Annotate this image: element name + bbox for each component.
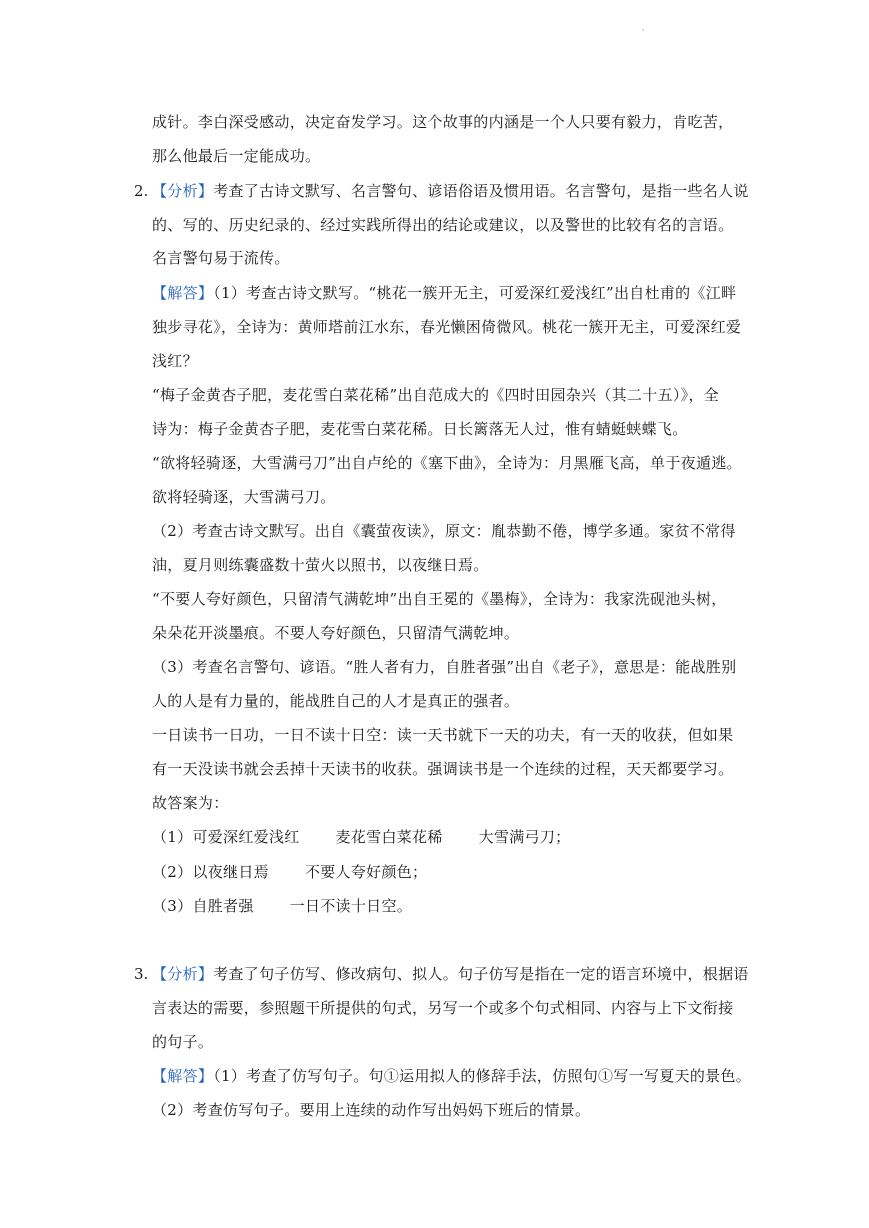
q3-analysis-text-1: 考查了句子仿写、修改病句、拟人。句子仿写是指在一定的语言环境中，根据语 (213, 965, 749, 983)
page-mark: ' (642, 28, 645, 37)
q2-answer-text-1: （1）考查古诗文默写。“桃花一簇开无主，可爱深红爱浅红”出自杜甫的《江畔 (213, 284, 737, 302)
q2-answer-row-2 (152, 862, 752, 882)
answer-1b: 麦花雪白菜花稀 (335, 828, 443, 846)
q2-para6-line-1: （3）考查名言警句、谚语。“胜人者有力，自胜者强”出自《老子》，意思是：能战胜别 (152, 658, 737, 676)
q2-analysis-line-3: 名言警句易于流传。 (152, 249, 290, 267)
question-2-number: 2. (134, 182, 149, 200)
q3-analysis-line-2: 言表达的需要，参照题干所提供的句式，另写一个或多个句式相同、内容与上下文衔接 (152, 999, 734, 1017)
question-3-number: 3. (134, 965, 149, 983)
q2-para4-line-2: 油，夏月则练囊盛数十萤火以照书，以夜继日焉。 (152, 556, 489, 574)
answer-2b: 不要人夸好颜色； (304, 863, 428, 881)
intro-line-1: 成针。李白深受感动，决定奋发学习。这个故事的内涵是一个人只要有毅力，肯吃苦， (152, 113, 734, 131)
analysis-tag: 【分析】 (152, 965, 214, 983)
answer-3a: （3）自胜者强 (152, 897, 254, 915)
q2-para5-line-1: “不要人夸好颜色，只留清气满乾坤”出自王冕的《墨梅》，全诗为：我家洗砚池头树， (152, 590, 727, 608)
q3-answer-line-1 (152, 1066, 752, 1086)
answer-2a: （2）以夜继日焉 (152, 863, 269, 881)
q2-para4-line-1: （2）考查古诗文默写。出自《囊萤夜读》，原文：胤恭勤不倦，博学多通。家贫不常得 (152, 522, 736, 540)
q2-para7-line-2: 有一天没读书就会丢掉十天读书的收获。强调读书是一个连续的过程，天天都要学习。 (152, 760, 734, 778)
answer-tag: 【解答】 (152, 1067, 214, 1085)
q2-answer-line-3: 浅红？ (152, 352, 198, 370)
q2-para3-line-1: “欲将轻骑逐，大雪满弓刀”出自卢纶的《塞下曲》，全诗为：月黑雁飞高，单于夜遁逃。 (152, 454, 742, 472)
q3-analysis-line-1 (152, 964, 752, 984)
q3-analysis-line-3: 的句子。 (152, 1033, 214, 1051)
q3-answer-text-1: （1）考查了仿写句子。句①运用拟人的修辞手法，仿照句①写一写夏天的景色。 (213, 1067, 752, 1085)
q2-answer-row-3 (152, 896, 752, 916)
q2-analysis-text-1: 考查了古诗文默写、名言警句、谚语俗语及惯用语。名言警句，是指一些名人说 (213, 182, 749, 200)
q2-conclusion: 故答案为： (152, 794, 229, 812)
answer-1a: （1）可爱深红爱浅红 (152, 828, 300, 846)
answer-3b: 一日不读十日空。 (289, 897, 413, 915)
q2-answer-line-1 (152, 283, 752, 303)
q2-analysis-line-1 (152, 181, 752, 201)
answer-tag: 【解答】 (152, 284, 214, 302)
analysis-tag: 【分析】 (152, 182, 214, 200)
q2-analysis-line-2: 的、写的、历史纪录的、经过实践所得出的结论或建议，以及警世的比较有名的言语。 (152, 216, 734, 234)
q3-answer-line-2: （2）考查仿写句子。要用上连续的动作写出妈妈下班后的情景。 (152, 1101, 591, 1119)
q2-para2-line-1: “梅子金黄杏子肥，麦花雪白菜花稀”出自范成大的《四时田园杂兴（其二十五）》，全 (152, 386, 720, 404)
q2-para5-line-2: 朵朵花开淡墨痕。不要人夸好颜色，只留清气满乾坤。 (152, 624, 520, 642)
q2-para2-line-2: 诗为：梅子金黄杏子肥，麦花雪白菜花稀。日长篱落无人过，惟有蜻蜓蛱蝶飞。 (152, 420, 688, 438)
q2-para7-line-1: 一日读书一日功，一日不读十日空：读一天书就下一天的功夫，有一天的收获，但如果 (152, 726, 734, 744)
q2-answer-line-2: 独步寻花》，全诗为：黄师塔前江水东，春光懒困倚微风。桃花一簇开无主，可爱深红爱 (152, 318, 742, 336)
intro-line-2: 那么他最后一定能成功。 (152, 147, 321, 165)
q2-para6-line-2: 人的人是有力量的，能战胜自己的人才是真正的强者。 (152, 692, 520, 710)
answer-1c: 大雪满弓刀； (478, 828, 571, 846)
q2-answer-row-1 (152, 827, 752, 847)
q2-para3-line-2: 欲将轻骑逐，大雪满弓刀。 (152, 488, 336, 506)
